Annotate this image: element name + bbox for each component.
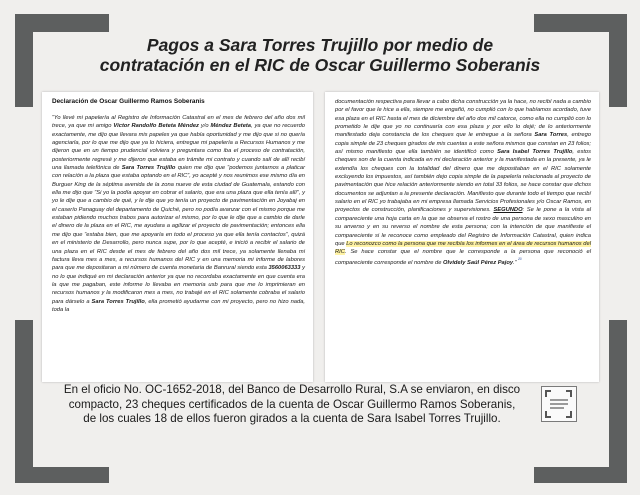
left_page-segment-6: quien me dijo que “podemos juntarnos a platicar con relación a la plaza que estaba optando en el RIC”, yo acepté y nos reunimos ese mismo día en Burguer King de la séptima avenida de la zona nueve de esta ciudad de Guatemala, estando con ella me dijo que “Si yo la podía apoyar en cobrar el salario, que era una plaza que ella tenía allí”, y yo le dije que a cambio de qué, y le dije que yo tenía un proyecto de pavimentación en Joyabaj en el caserío Panaguay del departamento de Quiché, pero no podía avanzar con el mismo porque me estaban pidiendo muchos trabos para autorizar el mismo, por lo que le dije que a cambio de darle el dinero de la plaza en el RIC, me ayudara a agilizar el proyecto de pavimentación; entonces ella me dijo que “estaba bien, que me apoyaría en todo el proceso ya que ella tenía contactos”, quizá en el ministerio de Desarrollo, pero nunca supe, por lo que acepté, e inició a recibir el salario de una plaza en el RIC desde el mes de febrero del año dos mil trece, ya solamente llenaba mi factura lleva mes a mes, a recursos humanos del RIC y en una memoria mi informe de labores para que me depositaran a mi número de cuenta monetaria de Banrural siendo esta bbox=[52, 165, 305, 272]
right_page-segment-1: Sara Torres bbox=[534, 132, 568, 139]
left_page-segment-10: , ella prometió ayudarme con mi proyecto, pero no hizo nada, toda la bbox=[52, 298, 305, 313]
declaration-body-left bbox=[52, 114, 305, 314]
right_page-segment-8: . Se hace constar que el nombre que le corresponde a la persona que reconoció el compareciente corresponde el nombre de bbox=[335, 249, 591, 266]
caption-line-1: En el oficio No. OC-1652-2018, del Banco de Desarrollo Rural, S.A se enviaron, en disco bbox=[63, 383, 521, 396]
right_page-segment-5: SEGUNDO bbox=[493, 207, 523, 214]
right_page-segment-9: Olvidely Saúl Pérez Pajoy bbox=[443, 259, 514, 266]
left_page-segment-8: y no lo que indiqué en mi declaración anterior ya que no recordaba exactamente en que cuenta era la que me pagaban, este informe lo llevaba en memoria usb para que me lo imprimieran en recursos humanos y la modificaron mes a mes, no trabajé en el RIC solamente cobraba el salario para dárselo a bbox=[52, 265, 305, 305]
right_page-segment-10: .” bbox=[513, 259, 519, 266]
right_page-segment-3: Sara Isabel Torres Trujillo bbox=[497, 149, 573, 156]
left_page-segment-0: “Yo llevé mi papelería al Registro de Información Catastral en el mes de febrero del año dos mil trece, ya que mi amigo bbox=[52, 115, 305, 130]
declaration-page-right bbox=[325, 92, 599, 382]
frame-corner-top-left-vertical bbox=[15, 14, 33, 107]
right_page-segment-0: documentación respectiva para llevar a cabo dicha construcción ya la hace, no recibí nada a cambio por el favor que le hice a ella, siempre me engañó, no cumplió con lo que habíamos acordado, tuve esa plaza en el RIC hasta el mes de diciembre del año dos mil catorce, como ella no cumplió con lo prometido le dije que yo no continuaría con esa plaza y por ello lo dejé; de lo anteriormente manifestado deja constancia de los cheques que le entregue a la señora bbox=[335, 99, 591, 139]
right_page-segment-2: , entrego copia simple de 23 cheques girados de mis cuentas a este señora mismos que constan en 23 folios; así mismo manifiesto que ella también se identificó como bbox=[335, 132, 591, 156]
frame-corner-bottom-right-vertical bbox=[609, 320, 627, 483]
declaration-page-left bbox=[42, 92, 313, 382]
left_page-segment-1: Víctor Randolfo Beteta Méndez bbox=[113, 123, 199, 130]
left_page-segment-5: Sara Torres Trujillo bbox=[121, 165, 176, 172]
slide-title bbox=[60, 35, 580, 75]
left_page-segment-2: y/o bbox=[198, 123, 211, 130]
right_page-segment-11: ²³ bbox=[518, 257, 522, 263]
right_page-segment-7: Lo reconozco como la persona que me recibía los informes en el área de recursos humanos del RIC bbox=[335, 240, 591, 256]
caption-line-2: compacto, 23 cheques certificados de la cuenta de Oscar Guillermo Ramos Soberanis, bbox=[68, 397, 516, 411]
slide-title-line-1: Pagos a Sara Torres Trujillo por medio de bbox=[146, 35, 494, 55]
left_page-segment-3: Méndez Beteta bbox=[210, 123, 252, 130]
right_page-segment-4: , estos cheques son de la cuenta indicada en mi declaración anterior y la manifestada en la presente, ya le extendía los cheques con la totalidad del dinero que me depositaban en el RIC solamente excluyendo los impuestos, así también dejo copia simple de la papelería relacionada al proyecto de pavimentación que hice relación anteriormente siendo en total 33 folios, se hace constar que dichos documentos se adjuntan a la presente declaración. Manifiesto que durante todo el tiempo que recibí salario en el RIC yo trabajaba en mi empresa llamada Servicios Profesionales y/o Oscar Ramos, en proyectos de construcción, planificaciones y supervisiones. bbox=[335, 149, 591, 214]
declaration-heading: Declaración de Oscar Guillermo Ramos Soberanis bbox=[52, 98, 205, 105]
left_page-segment-4: , ya que no recuerdo exactamente, me dijo que llevara mis papeles ya que había oportunidad y me dijo que si no quería agenciarla, por lo que me dijo que ya lo hiciera, entregue mi papelería a Recursos Humanos y me dijeron que en un tiempo prudencial volviera y preguntara como iba el proceso de contratación, posteriormente regresé y me dijeron que estaba en trámite mi contrato y cuando salí de allí recibí una llamada telefónica de bbox=[52, 123, 306, 172]
right_page-segment-6: : Se le pone a la vista al compareciente una hoja carta en la que se observa el rostro de una persona de sexo masculino en su anverso y en su reverso el nombre de esta persona; con la intención de que manifieste el compareciente si le reconoce como empleado del Registro de Información Catastral, quien indica que bbox=[335, 207, 591, 247]
slide-title-line-2: contratación en el RIC de Oscar Guillermo Soberanis bbox=[99, 55, 541, 75]
frame-corner-top-right-vertical bbox=[609, 14, 627, 107]
left_page-segment-9: Sara Torres Trujillo bbox=[91, 298, 145, 305]
left_page-segment-7: 3560063333 bbox=[268, 265, 301, 272]
declaration-body-right bbox=[335, 98, 591, 267]
frame-corner-bottom-left-vertical bbox=[15, 320, 33, 483]
document-thumbnail-icon bbox=[541, 386, 577, 422]
slide-caption bbox=[42, 383, 542, 427]
caption-line-3: de los cuales 18 de ellos fueron girados a la cuenta de Sara Isabel Torres Trujillo. bbox=[83, 412, 501, 425]
